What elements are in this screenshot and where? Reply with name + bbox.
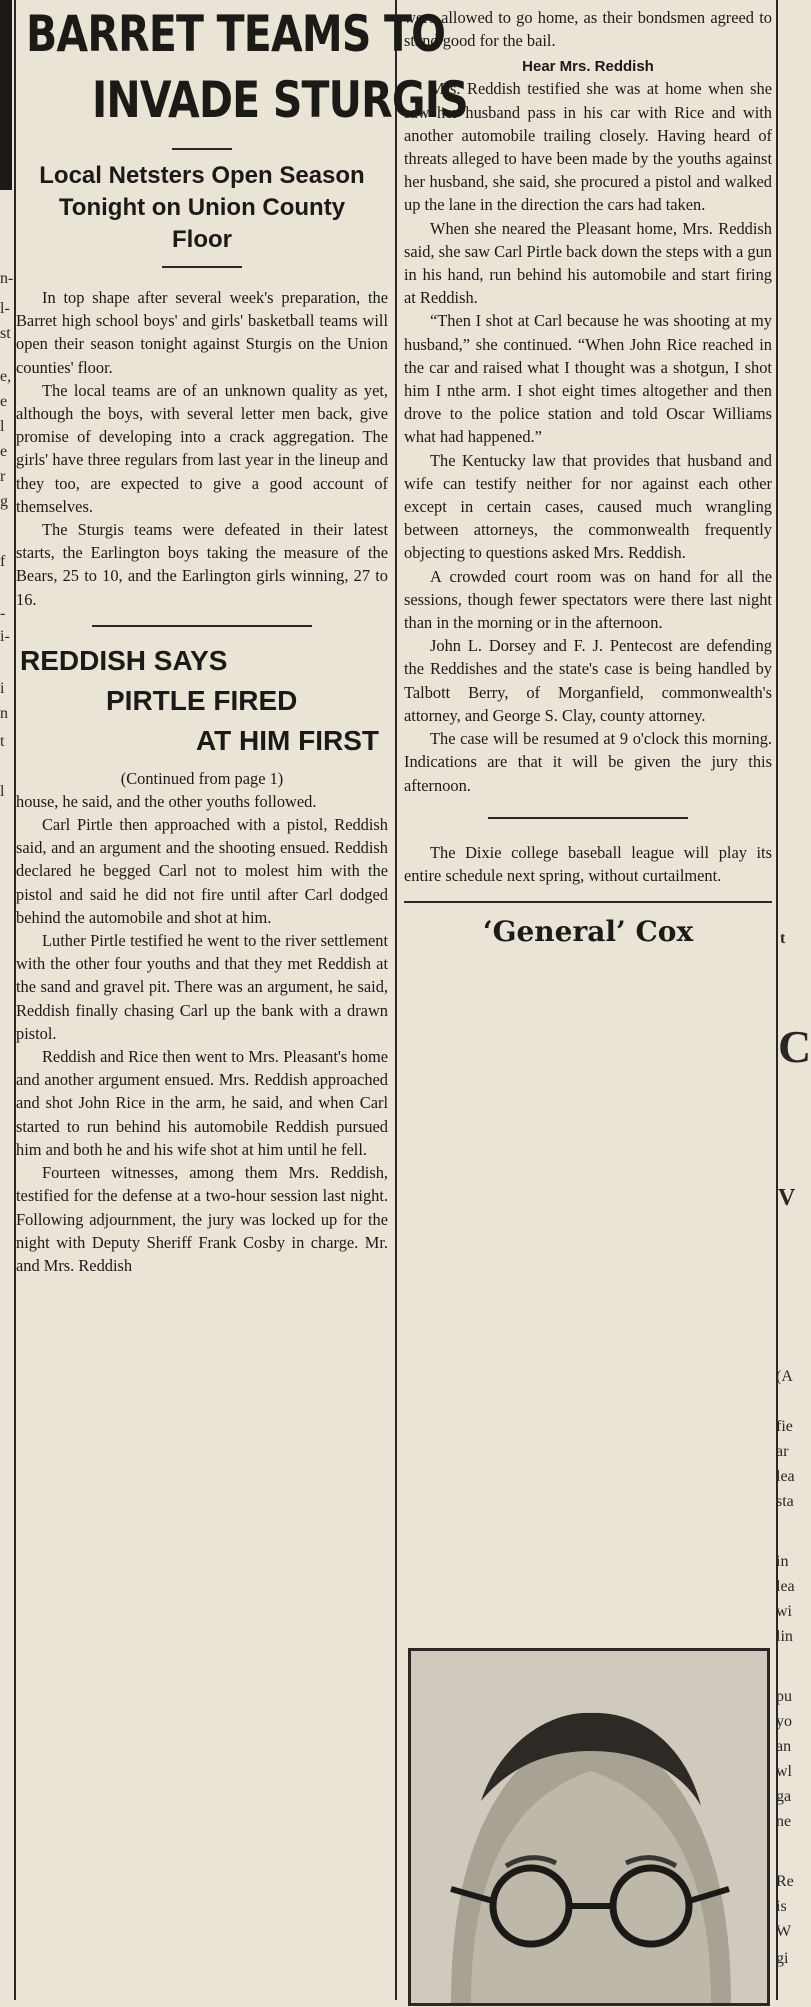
photo-caption-title: ‘General’ Cox	[482, 915, 694, 949]
edge-frag: t	[0, 733, 5, 750]
article-body-continued	[404, 6, 772, 52]
paragraph: Fourteen witnesses, among them Mrs. Reddish, testified for the defense at a two-hour session last night. Following adjournment, the jury was locked up for the night with Deputy Sheriff Frank Cosby in charge. Mr. and Mrs. Reddish	[16, 1163, 388, 1275]
paragraph: were allowed to go home, as their bondsmen agreed to stand good for the bail.	[404, 8, 772, 51]
paragraph: house, he said, and the other youths followed.	[16, 791, 317, 811]
column-left	[16, 0, 468, 1277]
brief-dixie	[404, 841, 772, 887]
edge-frag: f	[0, 553, 6, 570]
edge-frag: lin	[776, 1628, 793, 1645]
paragraph: Luther Pirtle testified he went to the river settlement with the other four youths and that they met Reddish at the sand and gravel pit. There was an argument, he said, Reddish finally chasing Carl up the bank with a drawn pistol.	[16, 931, 388, 1043]
column-rule-middle	[395, 0, 397, 2000]
edge-frag: l-	[0, 300, 10, 317]
paragraph: John L. Dorsey and F. J. Pentecost are defending the Reddishes and the state's case is being handled by Talbott Berry, of Morganfield, commonwealth's attorney, and George S. Clay, county attorney.	[404, 636, 772, 725]
edge-frag: in	[776, 1553, 789, 1570]
edge-frag: an	[776, 1738, 792, 1755]
edge-frag: r	[0, 468, 6, 485]
edge-frag: e	[0, 443, 8, 460]
edge-frag: wi	[776, 1603, 792, 1620]
paragraph: Mrs. Reddish testified she was at home when she saw her husband pass in his car with Rice and with another automobile trailing closely. Having heard of threats alleged to have been made by the youths against her husband, she said, she procured a pistol and walked up the lane in the direction the cars had taken.	[404, 79, 772, 215]
edge-frag: t	[780, 930, 786, 947]
paragraph: The Kentucky law that provides that husband and wife can testify neither for nor against each other except in certain cases, caused much wrangling between attorneys, the commonwealth frequently objecting to questions asked Mrs. Reddish.	[404, 450, 772, 563]
edge-frag: n-	[0, 270, 14, 287]
paragraph: A crowded court room was on hand for all the sessions, though fewer spectators were there last night than in the morning or in the afternoon.	[404, 566, 772, 633]
edge-frag: st	[0, 325, 11, 342]
headline-line-3: AT HIM FIRST	[196, 724, 380, 756]
portrait-illustration	[411, 1651, 767, 2003]
article-body	[16, 286, 388, 611]
paragraph: Carl Pirtle then approached with a pistol, Reddish said, and an argument and the shooting ensued. Reddish declared he begged Carl not to molest him with the pistol and said he did not fire until after Carl dodged behind the automobile and shot at him.	[16, 815, 388, 927]
deck-line-2: Tonight on Union County	[58, 194, 346, 221]
edge-frag: gi	[776, 1950, 789, 1967]
section-rule	[404, 901, 772, 903]
edge-frag: e	[0, 393, 8, 410]
edge-frag: -	[0, 605, 6, 622]
rule-short	[162, 266, 242, 268]
edge-frag: V	[778, 1185, 796, 1211]
edge-frag: W	[776, 1923, 792, 1940]
portrait-photo	[408, 1648, 770, 2006]
edge-frag: lea	[776, 1578, 795, 1595]
edge-frag: C	[778, 1021, 811, 1072]
deck-line-3: Floor	[172, 226, 232, 253]
edge-frag: wl	[776, 1763, 792, 1780]
edge-frag: e,	[0, 368, 12, 385]
section-rule	[92, 625, 312, 627]
paragraph: “Then I shot at Carl because he was shooting at my husband,” she continued. “When John Rice reached in the car and raised what I thought was a shotgun, I shot him I nthe arm. I shot eight times altogether and then drove to the police station and told Oscar Williams what had happened.”	[404, 311, 772, 447]
headline-line-2: INVADE STURGIS	[92, 71, 468, 129]
edge-frag: Re	[776, 1873, 794, 1890]
edge-frag: lea	[776, 1468, 795, 1485]
edge-frag: ar	[776, 1443, 789, 1460]
left-edge-headline-fragment	[0, 0, 12, 190]
article-barret-teams	[16, 4, 468, 611]
paragraph: In top shape after several week's preparation, the Barret high school boys' and girls' basketball teams will open their season tonight against Sturgis on the Union counties' floor.	[16, 288, 388, 377]
headline-barret	[16, 4, 468, 136]
paragraph: The case will be resumed at 9 o'clock this morning. Indications are that it will be given the jury this afternoon.	[404, 729, 772, 795]
subhead: Hear Mrs. Reddish	[522, 58, 654, 76]
edge-frag: n	[0, 705, 8, 722]
deck-barret	[16, 160, 388, 256]
edge-frag: ga	[776, 1788, 792, 1805]
edge-frag: yo	[776, 1713, 792, 1730]
headline-line-2: PIRTLE FIRED	[106, 684, 298, 716]
rule-short	[172, 148, 232, 150]
paragraph: The Dixie college baseball league will play its entire schedule next spring, without curtailment.	[404, 842, 772, 885]
edge-frag: pu	[776, 1688, 792, 1705]
paragraph: The local teams are of an unknown quality as yet, although the boys, with several letter men back, give promise of developing into a crack aggregation. The girls' have three regulars from last year in the lineup and they too, are expected to give a good account of themselves.	[16, 380, 388, 516]
continued-line: (Continued from page 1)	[120, 768, 284, 788]
edge-frag: l	[0, 783, 5, 800]
edge-frag: (A	[776, 1368, 793, 1385]
paragraph: When she neared the Pleasant home, Mrs. Reddish said, she saw Carl Pirtle back down the steps with a gun in his hand, run behind his automobile and start firing at Reddish.	[404, 218, 772, 308]
column-middle	[404, 0, 772, 948]
paragraph: Reddish and Rice then went to Mrs. Pleasant's home and another argument ensued. Mrs. Reddish approached and shot John Rice in the arm, he said, and when Carl started to run behind his automobile Reddish pursued him and both he and his wife shot at him until he fell.	[16, 1047, 388, 1159]
section-rule	[488, 817, 688, 819]
edge-frag: i	[0, 680, 5, 697]
edge-frag: i-	[0, 628, 10, 645]
edge-frag: l	[0, 418, 5, 435]
edge-frag: sta	[776, 1493, 794, 1510]
edge-frag: is	[776, 1898, 787, 1915]
deck-line-1: Local Netsters Open Season	[39, 162, 365, 189]
edge-frag: fie	[776, 1418, 793, 1435]
headline-line-1: REDDISH SAYS	[20, 644, 228, 676]
article-body	[16, 790, 388, 1277]
article-reddish-part1	[16, 641, 388, 1277]
article-body-continued	[404, 77, 772, 796]
headline-line-1: BARRET TEAMS TO	[26, 5, 446, 63]
paragraph: The Sturgis teams were defeated in their latest starts, the Earlington boys taking the measure of the Bears, 25 to 10, and the Earlington girls winning, 27 to 16.	[16, 520, 388, 609]
edge-frag: ne	[776, 1813, 792, 1830]
headline-reddish	[16, 641, 388, 761]
edge-frag: g	[0, 493, 8, 510]
